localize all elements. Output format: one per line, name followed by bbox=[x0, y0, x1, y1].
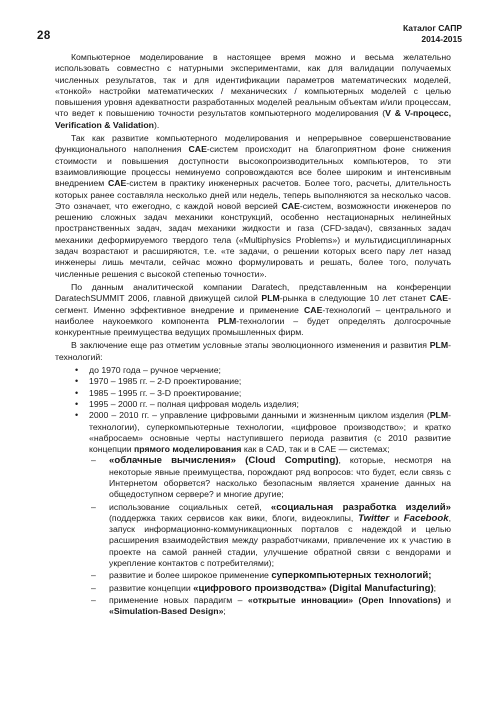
catalog-header bbox=[403, 23, 462, 45]
catalog-title: Каталог САПР bbox=[402, 23, 462, 33]
list-item: – развитие и более широкое применение суперкомпьютерных технологий; bbox=[89, 570, 451, 581]
list-item: – развитие концепции «цифрового производства» (Digital Manufacturing); bbox=[89, 583, 451, 594]
list-item: – использование социальных сетей, «социальная разработка изделий» (поддержка таких сервисов как вики, блоги, видеоклипы, Twitter и Facebook, запуск информационно-коммуникационных порталов с надеждой и целью расширения взаимодействия между разработчиками, привлечение их к участию в проекте на самой ранней стадии, улучшение обратной связи с вендорами и укрепление контактов с потребителями); bbox=[89, 502, 451, 570]
article-body bbox=[55, 52, 451, 619]
list-item: • 1970 – 1985 гг. – 2-D проектирование; bbox=[75, 376, 451, 387]
page-number: 28 bbox=[37, 30, 51, 42]
list-item: • 1995 – 2000 гг. – полная цифровая модель изделия; bbox=[75, 399, 451, 410]
catalog-years: 2014-2015 bbox=[421, 34, 462, 44]
paragraph-2: Так как развитие компьютерного моделирования и непрерывное совершенствование функционального наполнения CAE-систем происходит на благоприятном фоне снижения стоимости и повышения доступности высокопроизводительных компьютеров, то эти взаимовлияющие процессы неминуемо сопровождаются все более широким и интенсивным внедрением CAE-систем в практику инженерных расчетов. Более того, расчеты, длительность которых ранее составляла несколько дней или недель, теперь выполняются за несколько часов. Это означает, что ежегодно, с каждой новой версией CAE-систем, возможности инженеров по решению сложных задач механики конструкций, особенно нестационарных нелинейных пространственных задач, задач механики жидкости и газа (CFD-задач), связанных задач механики деформируемого твердого тела («Multiphysics Problems») и мультидисциплинарных задач возрастают и расширяются, т.е. «те задачи, о решении которых всего пару лет назад инженеры лишь мечтали, сейчас можно формулировать и решать, более того, получать численные решения с высокой степенью точности». bbox=[55, 133, 451, 279]
list-item: • 2000 – 2010 гг. – управление цифровыми данными и жизненным циклом изделия (PLM-технологии), суперкомпьютерные технологии, «цифровое производство»; и кратко «набросаем» основные черты наступившего периода развития (с 2010 развитие концепции прямого моделирования как в CAD, так и в CAE — системах; – «облачные вычисления» (Cloud Computing), которые, несмотря на некоторые явные преимущества, порождают ряд вопросов: что будет, если связь с Интернетом оборвется? насколько безопасным является хранение данных на общедоступном сервере? и многие другие; – использование социальных сетей, «социальная разработка изделий» (поддержка таких сервисов как вики, блоги, видеоклипы, Twitter и Facebook, запуск информационно-коммуникационных порталов с надеждой и целью расширения взаимодействия между разработчиками, привлечение их к участию в проекте на самой ранней стадии, улучшение обратной связи с вендорами и укрепление контактов с потребителями); – развитие и более широкое применение суперкомпьютерных технологий; – развитие концепции «цифрового производства» (Digital Manufacturing); – применение новых парадигм – «открытые инновации» (Open Innovations) и «Simulation-Based Design»; bbox=[75, 410, 451, 617]
paragraph-1: Компьютерное моделирование в настоящее время можно и весьма желательно использовать совместно с натурными экспериментами, как для валидации получаемых численных результатов, так и для идентификации параметров математических моделей, «тонкой» настройки математических / механических / компьютерных моделей с целью повышения уровня адекватности разработанных моделей реальным объектам и/или процессам, что ведет к повышению точности результатов компьютерного моделирования (V & V-процесс, Verification & Validation). bbox=[55, 52, 451, 130]
list-item: – «облачные вычисления» (Cloud Computing), которые, несмотря на некоторые явные преимущества, порождают ряд вопросов: что будет, если связь с Интернетом оборвется? насколько безопасным является хранение данных на общедоступном сервере? и многие другие; bbox=[89, 455, 451, 500]
paragraph-4: В заключение еще раз отметим условные этапы эволюционного изменения и развития PLM-технологий: bbox=[55, 340, 451, 362]
list-item: – применение новых парадигм – «открытые инновации» (Open Innovations) и «Simulation-Based Design»; bbox=[89, 595, 451, 618]
list-item: • до 1970 года – ручное черчение; bbox=[75, 365, 451, 376]
stages-list bbox=[55, 365, 451, 618]
trends-list bbox=[89, 455, 451, 617]
list-item: • 1985 – 1995 гг. – 3-D проектирование; bbox=[75, 388, 451, 399]
paragraph-3: По данным аналитической компании Daratech, представленным на конференции DaratechSUMMIT 2006, главной движущей силой PLM-рынка в следующие 10 лет станет CAE-сегмент. Именно эффективное внедрение и применение CAE-технологий – центрального и наиболее наукоемкого компонента PLM-технологии – будет определять долгосрочные конкурентные преимущества ведущих промышленных фирм. bbox=[55, 281, 452, 338]
